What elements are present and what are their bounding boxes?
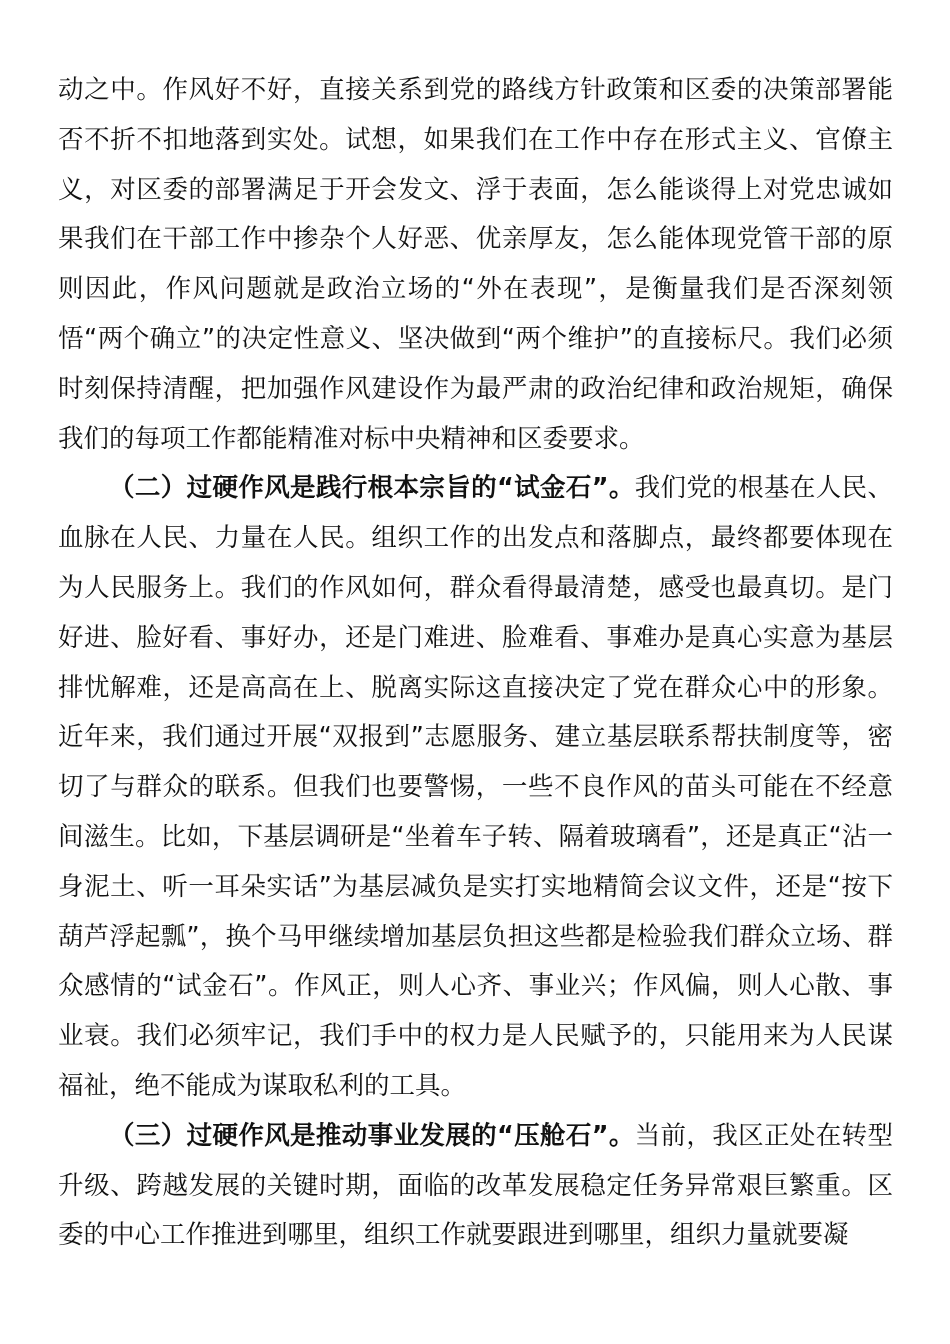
paragraph-section-3 bbox=[58, 1112, 893, 1261]
paragraph-1-body: 动之中。作风好不好，直接关系到党的路线方针政策和区委的决策部署能否不折不扣地落到实处。试想，如果我们在工作中存在形式主义、官僚主义，对区委的部署满足于开会发文、浮于表面，怎么能谈得上对党忠诚如果我们在干部工作中掺杂个人好恶、优亲厚友，怎么能体现党管干部的原则因此，作风问题就是政治立场的“外在表现”，是衡量我们是否深刻领悟“两个确立”的决定性意义、坚决做到“两个维护”的直接标尺。我们必须时刻保持清醒，把加强作风建设作为最严肃的政治纪律和政治规矩，确保我们的每项工作都能精准对标中央精神和区委要求。 bbox=[58, 75, 893, 454]
section-2-heading: （二）过硬作风是践行根本宗旨的“试金石”。 bbox=[109, 473, 635, 504]
paragraph-2-body: 我们党的根基在人民、血脉在人民、力量在人民。组织工作的出发点和落脚点，最终都要体现在为人民服务上。我们的作风如何，群众看得最清楚，感受也最真切。是门好进、脸好看、事好办，还是门难进、脸难看、事难办是真心实意为基层排忧解难，还是高高在上、脱离实际这直接决定了党在群众心中的形象。近年来，我们通过开展“双报到”志愿服务、建立基层联系帮扶制度等，密切了与群众的联系。但我们也要警惕，一些不良作风的苗头可能在不经意间滋生。比如，下基层调研是“坐着车子转、隔着玻璃看”，还是真正“沾一身泥土、听一耳朵实话”为基层减负是实打实地精简会议文件，还是“按下葫芦浮起瓢”，换个马甲继续增加基层负担这些都是检验我们群众立场、群众感情的“试金石”。作风正，则人心齐、事业兴；作风偏，则人心散、事业衰。我们必须牢记，我们手中的权力是人民赋予的，只能用来为人民谋福祉，绝不能成为谋取私利的工具。 bbox=[58, 473, 893, 1101]
paragraph-3-body: 当前，我区正处在转型升级、跨越发展的关键时期，面临的改革发展稳定任务异常艰巨繁重。区委的中心工作推进到哪里，组织工作就要跟进到哪里，组织力量就要凝 bbox=[58, 1120, 893, 1251]
document-page bbox=[58, 66, 893, 1261]
section-3-heading: （三）过硬作风是推动事业发展的“压舱石”。 bbox=[109, 1120, 635, 1151]
paragraph-section-2 bbox=[58, 464, 893, 1111]
paragraph-continuation bbox=[58, 66, 893, 464]
